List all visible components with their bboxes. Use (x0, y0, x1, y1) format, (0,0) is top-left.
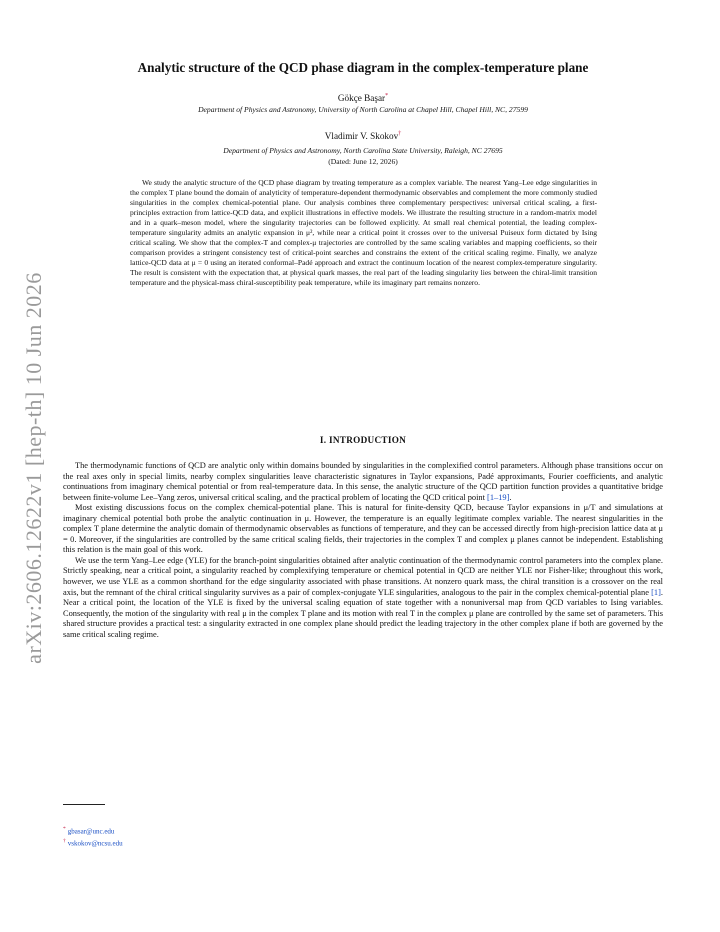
author-1-footnote-mark[interactable]: * (385, 93, 389, 99)
citation-link[interactable]: [1–19] (487, 492, 510, 502)
author-2-name: Vladimir V. Skokov (324, 131, 399, 142)
author-2-affiliation: Department of Physics and Astronomy, North Carolina State University, Raleigh, NC 27695 (223, 146, 503, 155)
footnotes (63, 824, 363, 849)
arxiv-identifier-stamp: arXiv:2606.12622v1 [hep-th] 10 Jun 2026 (21, 272, 46, 664)
paragraph: We use the term Yang–Lee edge (YLE) for the branch-point singularities obtained after analytic continuation of the thermodynamic control parameters into the complex plane. Strictly speaking, near a critical point, a singularity reached by complexifying temperature or chemical potential in QCD are neither YLE nor Fisher-like; throughout this work, however, we use YLE as a common shorthand for the edge singularity associated with phase transitions. At nonzero quark mass, the chiral transition is a crossover on the real axis, but the remnant of the chiral critical singularity survives as a pair of complex-conjugate YLE singularities, analogous to the pair in the complex chemical-potential plane [1]. Near a critical point, the location of the YLE is fixed by the universal scaling equation of state together with a nonuniversal map from QCD variables to Ising variables. Consequently, the motion of the singularity with real μ in the complex T plane and its motion with real T in the complex μ plane are controlled by the same set of parameters. This shared structure provides a practical test: a singularity extracted in one complex plane should predict the leading trajectory in the other complex plane if both are governed by the same critical scaling regime. (63, 555, 663, 639)
paper-title: Analytic structure of the QCD phase diagram in the complex-temperature plane (137, 60, 589, 75)
footnote-mark: * (63, 826, 66, 832)
abstract: We study the analytic structure of the QCD phase diagram by treating temperature as a complex variable. The nearest Yang–Lee edge singularities in the complex T plane bound the domain of analyticity of temperature-dependent thermodynamic observables and complement the more commonly studied singularities in the complex chemical-potential plane. Our analysis combines three complementary perspectives: universal critical scaling, a first-principles extraction from lattice-QCD data, and explicit illustrations in effective models. We illustrate the resulting structure in a random-matrix model and in a quark–meson model, where the singularity trajectories can be followed explicitly. At small real chemical potential, the leading complex-temperature singularity admits an analytic expansion in μ², while near a critical point it crosses over to the universal Puiseux form dictated by Ising critical scaling. We show that the complex-T and complex-μ trajectories are controlled by the same scaling variables and mapping coefficients, so their comparison provides a stringent consistency test of critical-point searches and constrains the extent of the critical scaling regime. Finally, we analyze lattice-QCD data at μ = 0 using an iterated conformal–Padé approach and extract the continuum location of the nearest complex-temperature singularity. The result is consistent with the expectation that, at physical quark masses, the real part of the leading singularity lies between the chiral-limit transition temperature and the physical-mass chiral-susceptibility peak temperature, while its imaginary part remains nonzero. (130, 178, 597, 288)
paragraph: The thermodynamic functions of QCD are analytic only within domains bounded by singularities in the complexified control parameters. Although phase transitions occur on the real axes only in special limits, nearby complex singularities leave characteristic signatures in Taylor expansions, Padé approximants, Fourier coefficients, and analytic continuations from imaginary chemical potential or from real-temperature data. In this sense, the analytic structure of the QCD partition function provides a quantitative bridge between finite-volume Lee–Yang zeros, universal critical scaling, and the practical problem of locating the QCD critical point [1–19]. (63, 461, 663, 502)
footnote-1 (63, 824, 363, 836)
email-link[interactable]: gbasar@unc.edu (67, 827, 115, 836)
footnote-divider (63, 804, 105, 805)
author-1 (63, 93, 663, 103)
introduction-body (63, 461, 663, 640)
author-1-name: Gökçe Başar (337, 93, 386, 104)
author-1-affiliation: Department of Physics and Astronomy, University of North Carolina at Chapel Hill, Chapel Hill, NC, 27599 (198, 105, 528, 114)
dated-line: (Dated: June 12, 2026) (328, 157, 398, 166)
author-2 (63, 131, 663, 141)
citation-link[interactable]: [1] (651, 587, 661, 597)
footnote-mark: † (63, 838, 66, 845)
author-2-footnote-mark[interactable]: † (398, 131, 402, 137)
footnote-2 (63, 836, 363, 848)
email-link[interactable]: vskokov@ncsu.edu (67, 839, 123, 848)
paragraph: Most existing discussions focus on the complex chemical-potential plane. This is natural for finite-density QCD, because Taylor expansions in μ/T and simulations at imaginary chemical potential both probe the analytic continuation in μ. However, the temperature is an equally legitimate complex variable. The nearest singularities in the complex T plane determine the analytic domain of thermodynamic observables as functions of temperature, and they can be accessed directly from high-precision lattice data at μ = 0. Moreover, if the singularities are controlled by the same critical scaling fields, their trajectories in the complex T and complex μ planes cannot be independent. Establishing this relation is the main goal of this work. (63, 503, 663, 555)
section-heading-introduction: I. INTRODUCTION (319, 435, 407, 445)
